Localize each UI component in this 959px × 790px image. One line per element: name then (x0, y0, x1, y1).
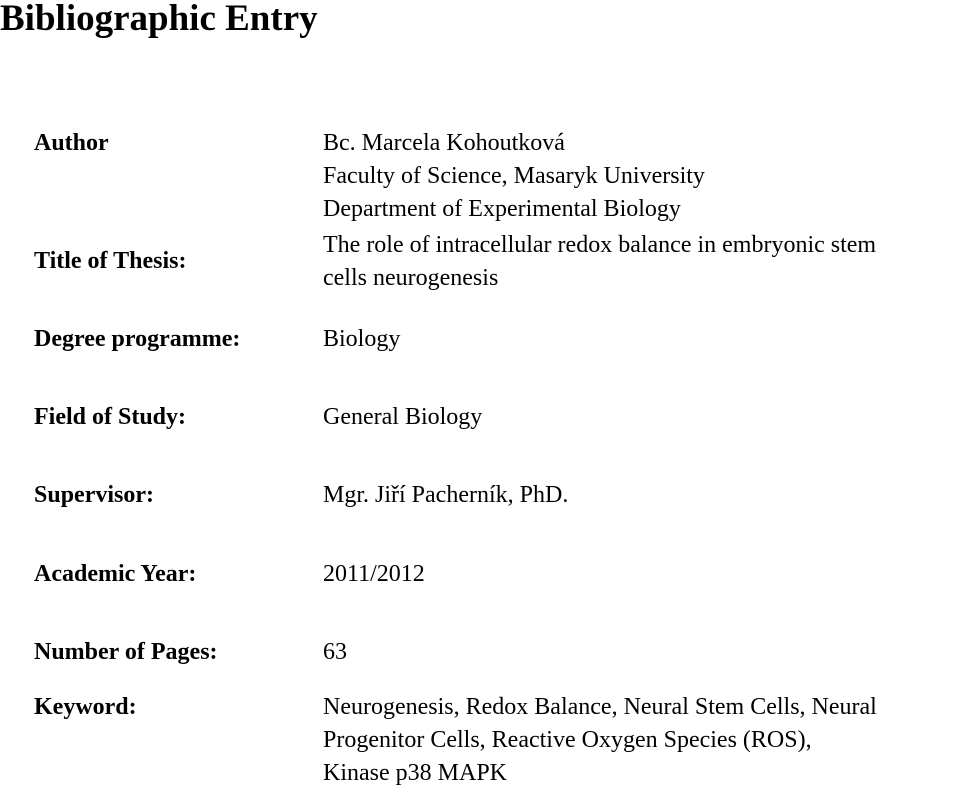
author-label: Author (34, 130, 109, 156)
keyword-line-3: Kinase p38 MAPK (323, 760, 507, 786)
degree-programme-label: Degree programme: (34, 326, 241, 352)
keyword-line-1: Neurogenesis, Redox Balance, Neural Stem Cells, Neural (323, 694, 877, 720)
academic-year-value: 2011/2012 (323, 561, 425, 587)
supervisor-value: Mgr. Jiří Pacherník, PhD. (323, 482, 569, 508)
academic-year-label: Academic Year: (34, 561, 197, 587)
keyword-line-2: Progenitor Cells, Reactive Oxygen Species (ROS), (323, 727, 812, 753)
keyword-label: Keyword: (34, 694, 137, 720)
supervisor-label: Supervisor: (34, 482, 154, 508)
degree-programme-value: Biology (323, 326, 401, 352)
keyword-value (323, 691, 877, 790)
thesis-title-line-1: The role of intracellular redox balance in embryonic stem (323, 232, 877, 258)
page-title: Bibliographic Entry (0, 0, 318, 39)
author-department: Department of Experimental Biology (323, 196, 681, 222)
thesis-title-line-2: cells neurogenesis (323, 265, 499, 291)
title-of-thesis-value (323, 229, 876, 295)
number-of-pages-label: Number of Pages: (34, 639, 218, 665)
number-of-pages-value: 63 (323, 639, 347, 665)
title-of-thesis-label: Title of Thesis: (34, 248, 187, 274)
author-faculty: Faculty of Science, Masaryk University (323, 163, 705, 189)
field-of-study-label: Field of Study: (34, 404, 187, 430)
author-name: Bc. Marcela Kohoutková (323, 130, 565, 156)
field-of-study-value: General Biology (323, 404, 483, 430)
author-value (323, 127, 705, 226)
